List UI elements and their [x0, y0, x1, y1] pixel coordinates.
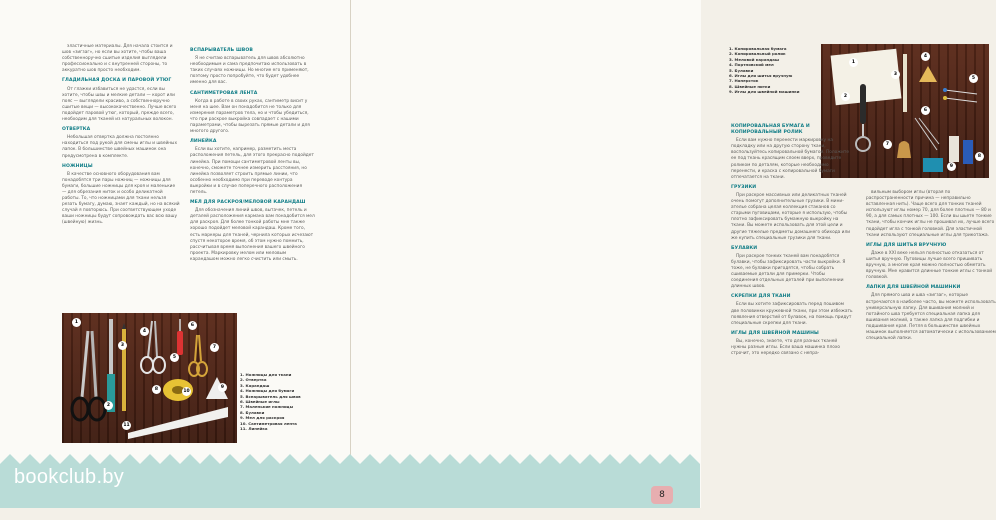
body-paragraph: эластичные материалы. Для начала стоится и шов «зигзаг», но если вы хотите, чтобы ваша собственноручно сшитые изделия выглядели профессионально и с внутренней стороны, то аккуратно шов просто необходим.: [62, 44, 173, 74]
legend-item: 2. Копировальный ролик: [729, 51, 786, 57]
section-heading: ГЛАДИЛЬНАЯ ДОСКА И ПАРОВОЙ УТЮГ: [62, 78, 172, 84]
callout-r8: 8: [975, 152, 984, 161]
callout-r1: 1: [849, 58, 858, 67]
body-paragraph: В качестве основного оборудования вам понадобятся три пары ножниц — ножницы для бумаги, большие ножницы для кроя и маленькие — для обрезания ниток и особо деликатной работы. То, что ножницами для ткани нельзя резать бумагу, думаю, знает каждый, но на всякий случай я повторюсь. При соответствующем уходе ваши ножницы будут сопровождать вас всю вашу (швейную) жизнь.: [62, 171, 180, 226]
callout-r9: 9: [947, 162, 956, 171]
section-heading: САНТИМЕТРОВАЯ ЛЕНТА: [190, 90, 258, 96]
callout-4: 4: [140, 327, 149, 336]
body-paragraph: Если вы хотите зафиксировать перед пошивом две половинки кружевной ткани, при этом избежать появления отверстий от булавок, на помощь придут специальные скрепки для ткани.: [731, 302, 853, 326]
legend-item: 4. Ножницы для бумаги: [240, 388, 295, 394]
section-heading: ВСПАРЫВАТЕЛЬ ШВОВ: [190, 48, 253, 53]
body-paragraph: Для обозначения линий швов, вытачек, петель и деталей расположения кармана вам понадобится мел для раскроя. Для более тонкой работы мне также хорошо подойдет меловой карандаш. Кроме того, есть маркеры для тканей, чернила которых исчезают спустя некоторое время, об этом нужно помнить, рассчитывая время выполнения вашего швейного проекта. Маркировку мелом или меловым карандашом можно легко счистить или смыть.: [190, 208, 315, 262]
callout-6: 6: [188, 321, 197, 330]
body-paragraph: Когда в работе в своих руках, сантиметр висит у меня на шее. Вам он понадобится не только для измерения параметров тела, но и чтобы убедиться, что при раскрое выкройка совпадает с нашими параметрами, чтобы вырезать прямые детали и для многого другого.: [190, 98, 310, 135]
callout-r7: 7: [883, 140, 892, 149]
body-paragraph: Если вы хотите, например, разметить места расположения петель, для этого прекрасно подойдет линейка. При помощи сантиметровой ленты вы, конечно, сможете точнее измерить расстояния, но линейка позволяет строить прямые линии, что особенно необходимо при переводе контура выкройки и в случае поперечного расположения петель.: [190, 147, 314, 195]
callout-3: 3: [118, 341, 127, 350]
site-logo[interactable]: bookclub.by: [14, 466, 125, 488]
legend-item: 10. Сантиметровая лента: [240, 420, 297, 426]
body-paragraph: Даже в XXI веке нельзя полностью отказаться от шитья вручную. Пуговицы лучше всего пришивать вручную, а многие края можно полностью обметать вручную. Мне нравится длинные тонкие иглы с тонкой головкой.: [866, 250, 992, 281]
callout-r3: 3: [891, 70, 900, 79]
body-paragraph: При раскрое тонких тканей вам понадобятся булавки, чтобы зафиксировать части выкройки. Я тоже, не булавки пригодятся, чтобы собрать сшиваемые детали для примерки. Чтобы соединения отдельных деталей при выполнении длинных швов.: [731, 253, 846, 290]
legend-item: 4. Портновский мел: [729, 62, 774, 68]
section-heading: ЛИНЕЙКА: [190, 139, 217, 145]
left-column-1: [62, 44, 180, 244]
left-photo-legend: [240, 372, 330, 431]
chalk-pencil-illustration: [901, 54, 909, 114]
right-column-2: [866, 190, 996, 520]
page-badge: 8: [651, 486, 673, 504]
callout-1: 1: [72, 318, 81, 327]
legend-item: 2. Отвертка: [240, 377, 267, 383]
body-paragraph: Я не считаю вспарыватель для швов абсолютно необходимым и сама предпочитаю использовать в таких случаях ножницы. Но многие его применяют, поэтому просто попробуйте, что будет удобнее именно для вас.: [190, 56, 309, 86]
pins-illustration: [941, 82, 981, 122]
legend-item: 5. Вспарыватель для швов: [240, 393, 301, 399]
callout-7: 7: [210, 343, 219, 352]
fabric-scissors-illustration: [68, 327, 108, 427]
tailors-chalk-illustration: [917, 64, 939, 84]
left-column-2: [190, 44, 315, 334]
hand-needles-illustration: [911, 114, 941, 154]
legend-item: 8. Булавки: [240, 409, 265, 415]
section-heading: ЛАПКИ ДЛЯ ШВЕЙНОЙ МАШИНКИ: [866, 285, 961, 291]
ruler-illustration: [128, 403, 228, 439]
machine-needles-illustration: [921, 156, 945, 174]
tracing-wheel-illustration: [851, 84, 875, 154]
body-paragraph: вильным выбором иглы (вторая по распространенности причина — неправильно вставленная нить). Чаще всего для тонких тканей используют иглы номер 70, для более плотных — 80 и 90, а для самых плотных — 100. Если вы шьете тонкие ткани, чтобы кончик иглы не прошивал их, лучше всего подойдет игла с тонкой головкой. Для эластичной ткани используют специальные иглы для трикотажа.: [866, 190, 995, 238]
legend-item: 5. Булавки: [729, 67, 754, 73]
callout-r6: 6: [921, 106, 930, 115]
right-column-1: [731, 120, 853, 490]
screwdriver-illustration: [106, 319, 116, 414]
tape-measure-illustration: [158, 375, 198, 405]
body-paragraph: При раскрое массивных или деликатных тканей очень помогут дополнительные грузики. В мини-ателье собрана целая коллекция стаканов со старыми пуговицами, которые я использую, чтобы плотно зафиксировать бумажную выкройку на ткани. Вы можете использовать для этой цели и другие тяжелые предметы домашнего обихода или же купить специальные грузики для ткани.: [731, 192, 851, 241]
legend-item: 8. Швейные нитки: [729, 83, 771, 89]
body-paragraph: Вы, конечно, знаете, что для разных тканей нужны разные иглы. Если ваша машинка плохо строчит, это нередко связано с непра-: [731, 338, 841, 357]
right-photo-legend: [729, 46, 815, 95]
callout-2: 2: [104, 401, 113, 410]
callout-11: 11: [123, 423, 130, 428]
legend-item: 7. Наперсток: [729, 78, 759, 84]
thimble-illustration: [893, 138, 915, 160]
section-heading: ИГЛЫ ДЛЯ ШИТЬЯ ВРУЧНУЮ: [866, 242, 947, 248]
section-heading: КОПИРОВАЛЬНАЯ БУМАГА И КОПИРОВАЛЬНЫЙ РОЛИК: [731, 124, 810, 136]
body-paragraph: Если вам нужно перенести маркировку на подкладку или на другую сторону ткани, воспользуйтесь копировальной бумагой. Положите ее под ткань красящим слоем вверх, проведите роликом по деталям, которые необходимо перенести, и краска с копировальной бумаги отпечатается на ткани.: [731, 138, 850, 180]
section-heading: МЕЛ ДЛЯ РАСКРОЯ/МЕЛОВОЙ КАРАНДАШ: [190, 200, 306, 206]
sewing-tools-photo: [62, 313, 237, 443]
body-paragraph: Для прямого шва и шва «зигзаг», которые встречаются в наиболее часто, вы можете использовать универсальную лапку. Для вшивания молний и потайного шва требуется специальная лапка для вшивания молний, а также лапка для подгибки и подшивания края. Петля в большинстве швейных машинок выполняется автоматически с использованием специальной лапки.: [866, 293, 996, 342]
section-heading: ОТВЕРТКА: [62, 127, 91, 133]
callout-9: 9: [218, 383, 227, 392]
legend-item: 1. Копировальная бумага: [729, 46, 787, 51]
left-page: [0, 0, 350, 508]
body-paragraph: Небольшая отвертка должна постоянно находиться под рукой для смены иглы и швейных лапок. В большинстве швейных машинок она предусмотрена в комплекте.: [62, 135, 177, 159]
callout-10: 10: [183, 389, 190, 394]
section-heading: БУЛАВКИ: [731, 245, 758, 251]
legend-item: 1. Ножницы для ткани: [240, 372, 292, 377]
legend-item: 11. Линейка: [240, 426, 268, 432]
legend-item: 3. Меловой карандаш: [729, 56, 780, 62]
legend-item: 6. Швейные иглы: [240, 399, 280, 405]
callout-r2: 2: [841, 92, 850, 101]
pencil-illustration: [120, 323, 128, 413]
seam-ripper-illustration: [172, 317, 188, 357]
callout-8: 8: [152, 385, 161, 394]
chalk-illustration: [202, 373, 232, 403]
callout-r5: 5: [969, 74, 978, 83]
callout-5: 5: [170, 353, 179, 362]
legend-item: 3. Карандаш: [240, 382, 270, 388]
legend-item: 7. Маленькие ножницы: [240, 404, 294, 410]
legend-item: 6. Иглы для шитья вручную: [729, 73, 793, 79]
callout-r4: 4: [921, 52, 930, 61]
section-heading: ГРУЗИКИ: [731, 184, 757, 190]
legend-item: 9. Иглы для швейной машинки: [729, 89, 800, 95]
legend-item: 9. Мел для раскроя: [240, 415, 285, 421]
section-heading: СКРЕПКИ ДЛЯ ТКАНИ: [731, 294, 791, 300]
section-heading: НОЖНИЦЫ: [62, 163, 93, 169]
body-paragraph: От глажки избавиться не удастся, если вы хотите, чтобы швы и мелкие детали — корот или пояс — выглядели красиво, а собственноручно сшитые вещи — высококачественно. Лучше всего подойдет паровой утюг, который, прежде всего, необходим для тканей из натуральных волокон.: [62, 86, 177, 123]
section-heading: ИГЛЫ ДЛЯ ШВЕЙНОЙ МАШИНЫ: [731, 330, 819, 336]
right-page: [350, 0, 996, 508]
